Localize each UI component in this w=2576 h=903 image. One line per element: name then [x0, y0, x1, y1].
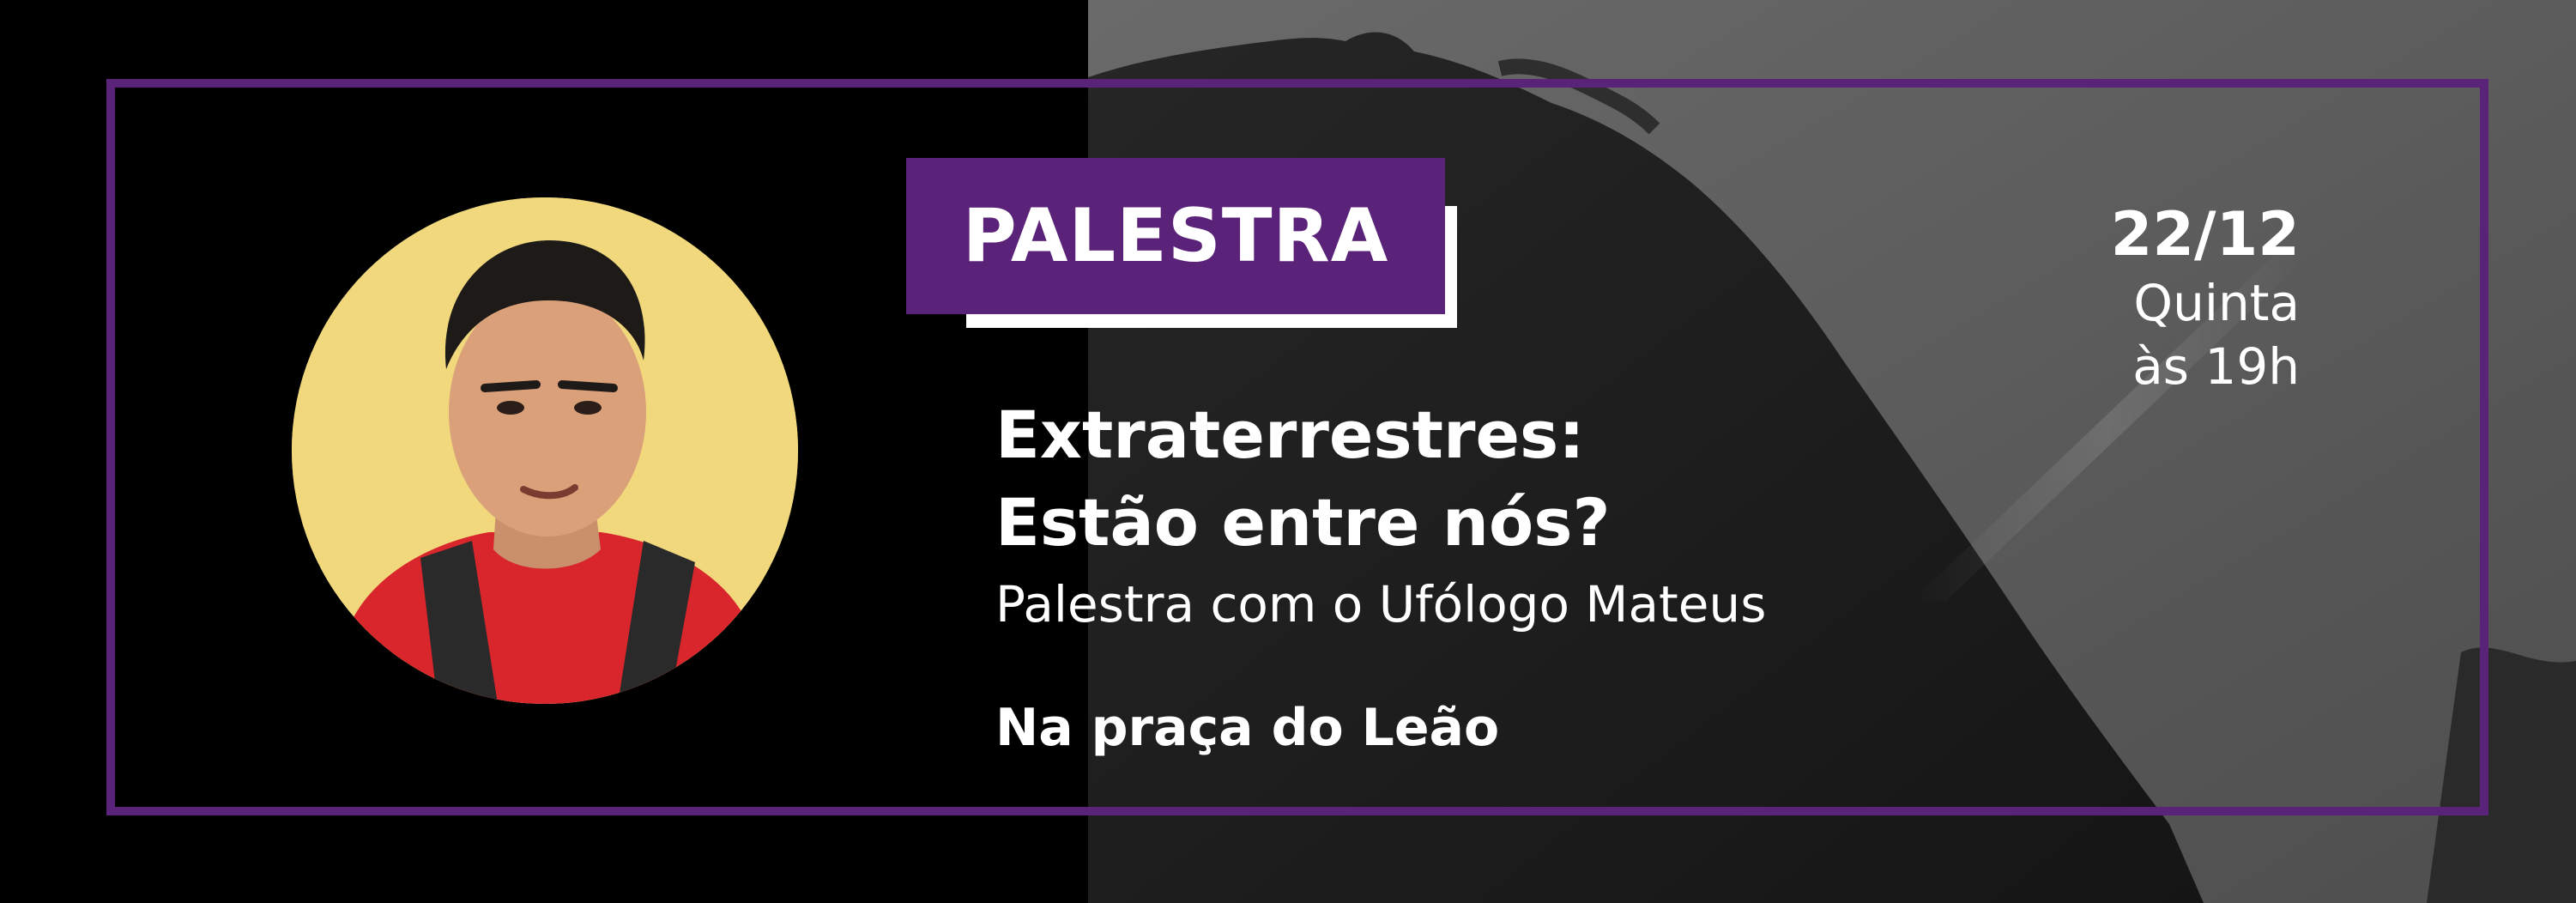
- speaker-portrait-icon: [292, 197, 798, 704]
- event-weekday: Quinta: [2133, 274, 2300, 332]
- event-date: 22/12: [2110, 199, 2300, 270]
- speaker-avatar: [292, 197, 798, 704]
- event-title-line-2: Estão entre nós?: [995, 484, 1611, 561]
- event-schedule: [2059, 197, 2300, 398]
- event-subtitle: Palestra com o Ufólogo Mateus: [995, 575, 1767, 633]
- event-time: às 19h: [2132, 337, 2300, 396]
- event-title: [995, 391, 1974, 567]
- event-title-line-1: Extraterrestres:: [995, 397, 1585, 473]
- event-type-tag: PALESTRA: [906, 158, 1445, 314]
- event-location: Na praça do Leão: [995, 698, 1500, 758]
